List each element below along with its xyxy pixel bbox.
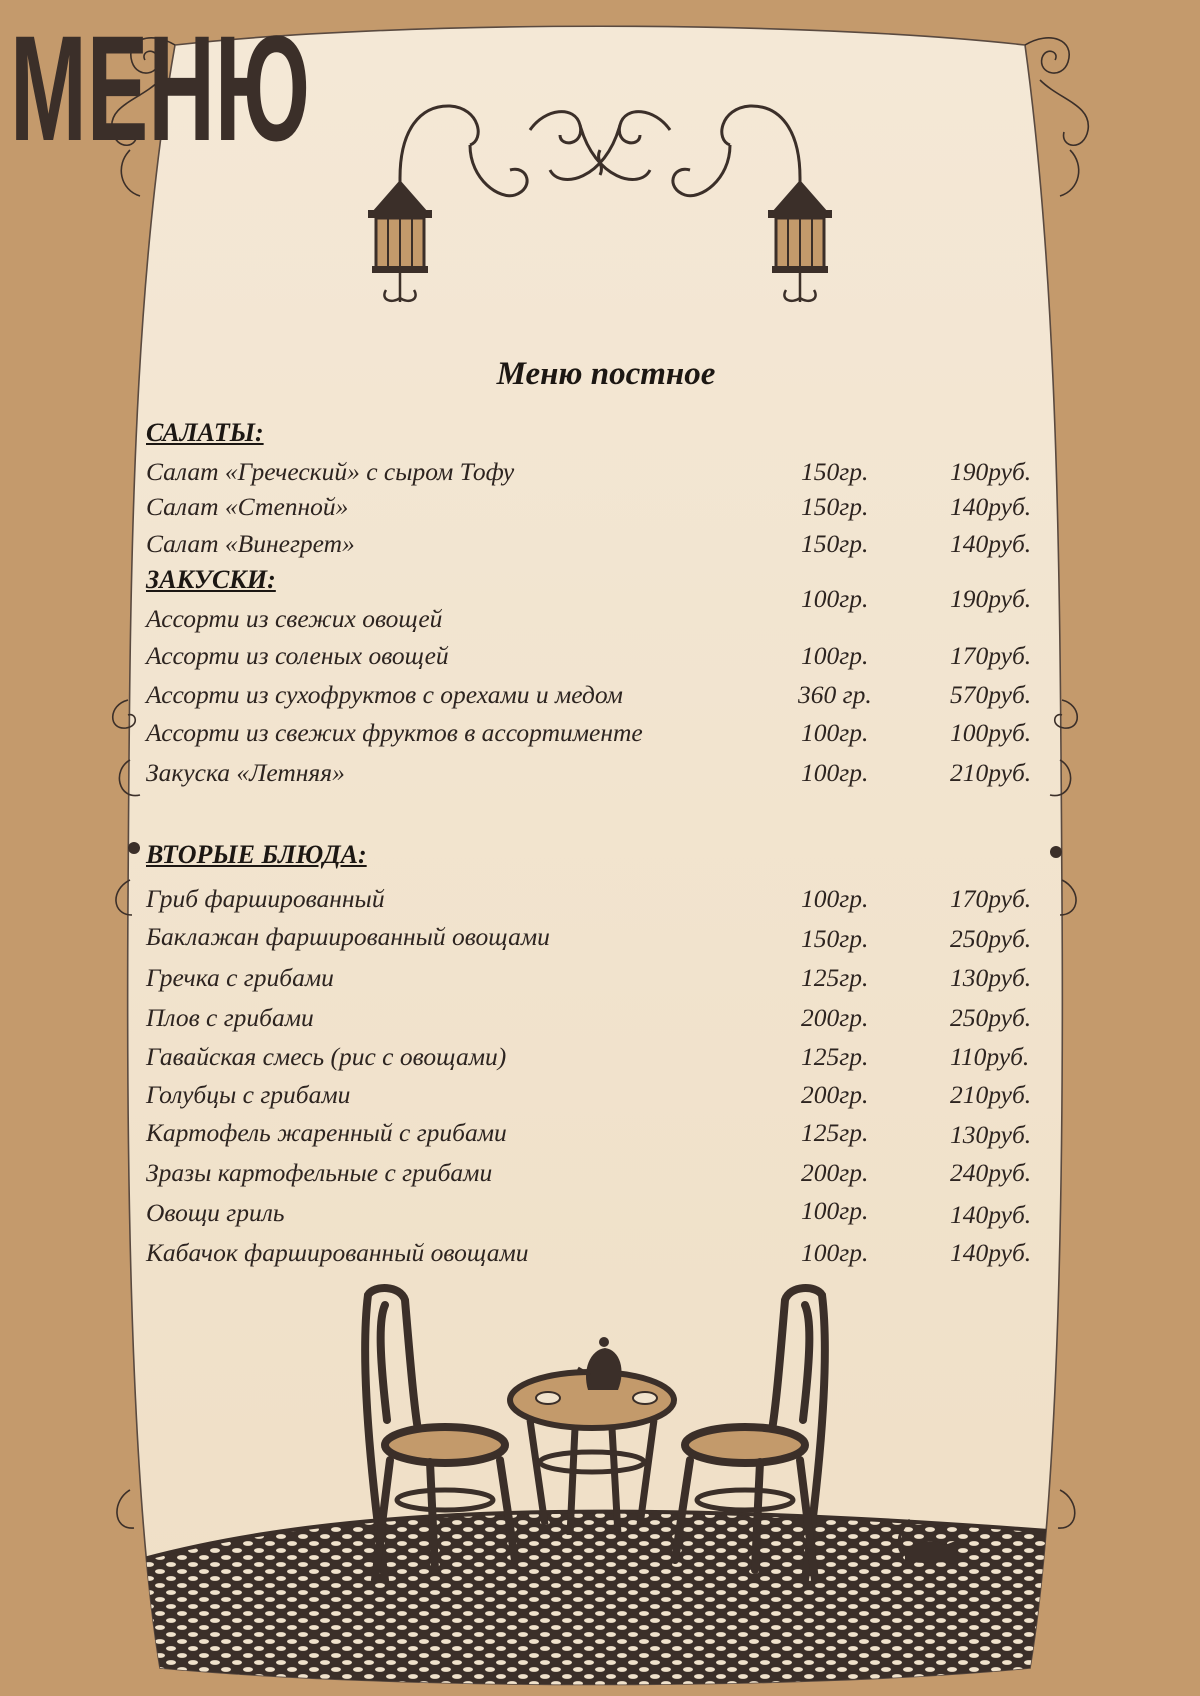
dish-weight: 150гр. xyxy=(801,457,869,486)
dish-weight: 100гр. xyxy=(801,1196,869,1225)
dish-weight: 100гр. xyxy=(801,584,869,613)
dish-price: 190руб. xyxy=(950,584,1032,613)
dish-name: Гречка с грибами xyxy=(146,963,334,992)
dish-name: Закуска «Летняя» xyxy=(146,758,345,787)
dish-price: 250руб. xyxy=(950,1003,1032,1032)
dish-price: 240руб. xyxy=(950,1158,1032,1187)
dish-price: 210руб. xyxy=(950,758,1032,787)
dish-weight: 125гр. xyxy=(801,1042,869,1071)
dish-weight: 150гр. xyxy=(801,492,869,521)
dish-name: Салат «Степной» xyxy=(146,492,349,521)
dish-price: 140руб. xyxy=(950,1238,1032,1267)
dish-price: 130руб. xyxy=(950,963,1032,992)
dish-price: 210руб. xyxy=(950,1080,1032,1109)
dish-name: Гриб фаршированный xyxy=(146,884,385,913)
dish-price: 250руб. xyxy=(950,924,1032,953)
dish-name: Салат «Греческий» с сыром Тофу xyxy=(146,457,515,486)
dish-price: 100руб. xyxy=(950,718,1032,747)
dish-name: Ассорти из соленых овощей xyxy=(146,641,449,670)
dish-weight: 100гр. xyxy=(801,641,869,670)
dish-name: Овощи гриль xyxy=(146,1198,285,1227)
dish-weight: 200гр. xyxy=(801,1158,869,1187)
dish-name: Баклажан фаршированный овощами xyxy=(146,922,550,951)
dish-weight: 150гр. xyxy=(801,529,869,558)
dish-price: 140руб. xyxy=(950,529,1032,558)
section-heading-appetizers: ЗАКУСКИ: xyxy=(146,565,276,594)
cobblestone-pavement xyxy=(90,1512,1100,1696)
dish-price: 130руб. xyxy=(950,1120,1032,1149)
dish-name: Плов с грибами xyxy=(146,1003,314,1032)
dish-price: 170руб. xyxy=(950,641,1032,670)
dish-name: Ассорти из свежих овощей xyxy=(146,604,443,633)
dish-name: Салат «Винегрет» xyxy=(146,529,355,558)
dish-weight: 200гр. xyxy=(801,1080,869,1109)
menu-title xyxy=(0,0,320,172)
dish-weight: 125гр. xyxy=(801,1118,869,1147)
dish-price: 140руб. xyxy=(950,492,1032,521)
dish-weight: 100гр. xyxy=(801,718,869,747)
page-title: МЕНЮ xyxy=(10,4,310,172)
dish-name: Ассорти из свежих фруктов в ассортименте xyxy=(146,718,643,747)
menu-subtitle: Меню постное xyxy=(496,356,716,392)
dish-price: 190руб. xyxy=(950,457,1032,486)
dish-name: Картофель жаренный с грибами xyxy=(146,1118,507,1147)
dish-name: Зразы картофельные с грибами xyxy=(146,1158,493,1187)
dish-price: 110руб. xyxy=(950,1042,1030,1071)
dish-weight: 100гр. xyxy=(801,758,869,787)
dish-price: 170руб. xyxy=(950,884,1032,913)
dish-weight: 360 гр. xyxy=(798,680,872,709)
section-heading-main-courses: ВТОРЫЕ БЛЮДА: xyxy=(146,840,367,869)
dish-weight: 125гр. xyxy=(801,963,869,992)
section-heading-salads: САЛАТЫ: xyxy=(146,418,264,447)
dish-price: 140руб. xyxy=(950,1200,1032,1229)
dish-weight: 200гр. xyxy=(801,1003,869,1032)
dish-name: Ассорти из сухофруктов с орехами и медом xyxy=(146,680,623,709)
dish-weight: 100гр. xyxy=(801,1238,869,1267)
dish-name: Голубцы с грибами xyxy=(146,1080,351,1109)
dish-weight: 150гр. xyxy=(801,924,869,953)
dish-weight: 100гр. xyxy=(801,884,869,913)
dish-price: 570руб. xyxy=(950,680,1032,709)
dish-name: Гавайская смесь (рис с овощами) xyxy=(146,1042,507,1071)
dish-name: Кабачок фаршированный овощами xyxy=(146,1238,529,1267)
